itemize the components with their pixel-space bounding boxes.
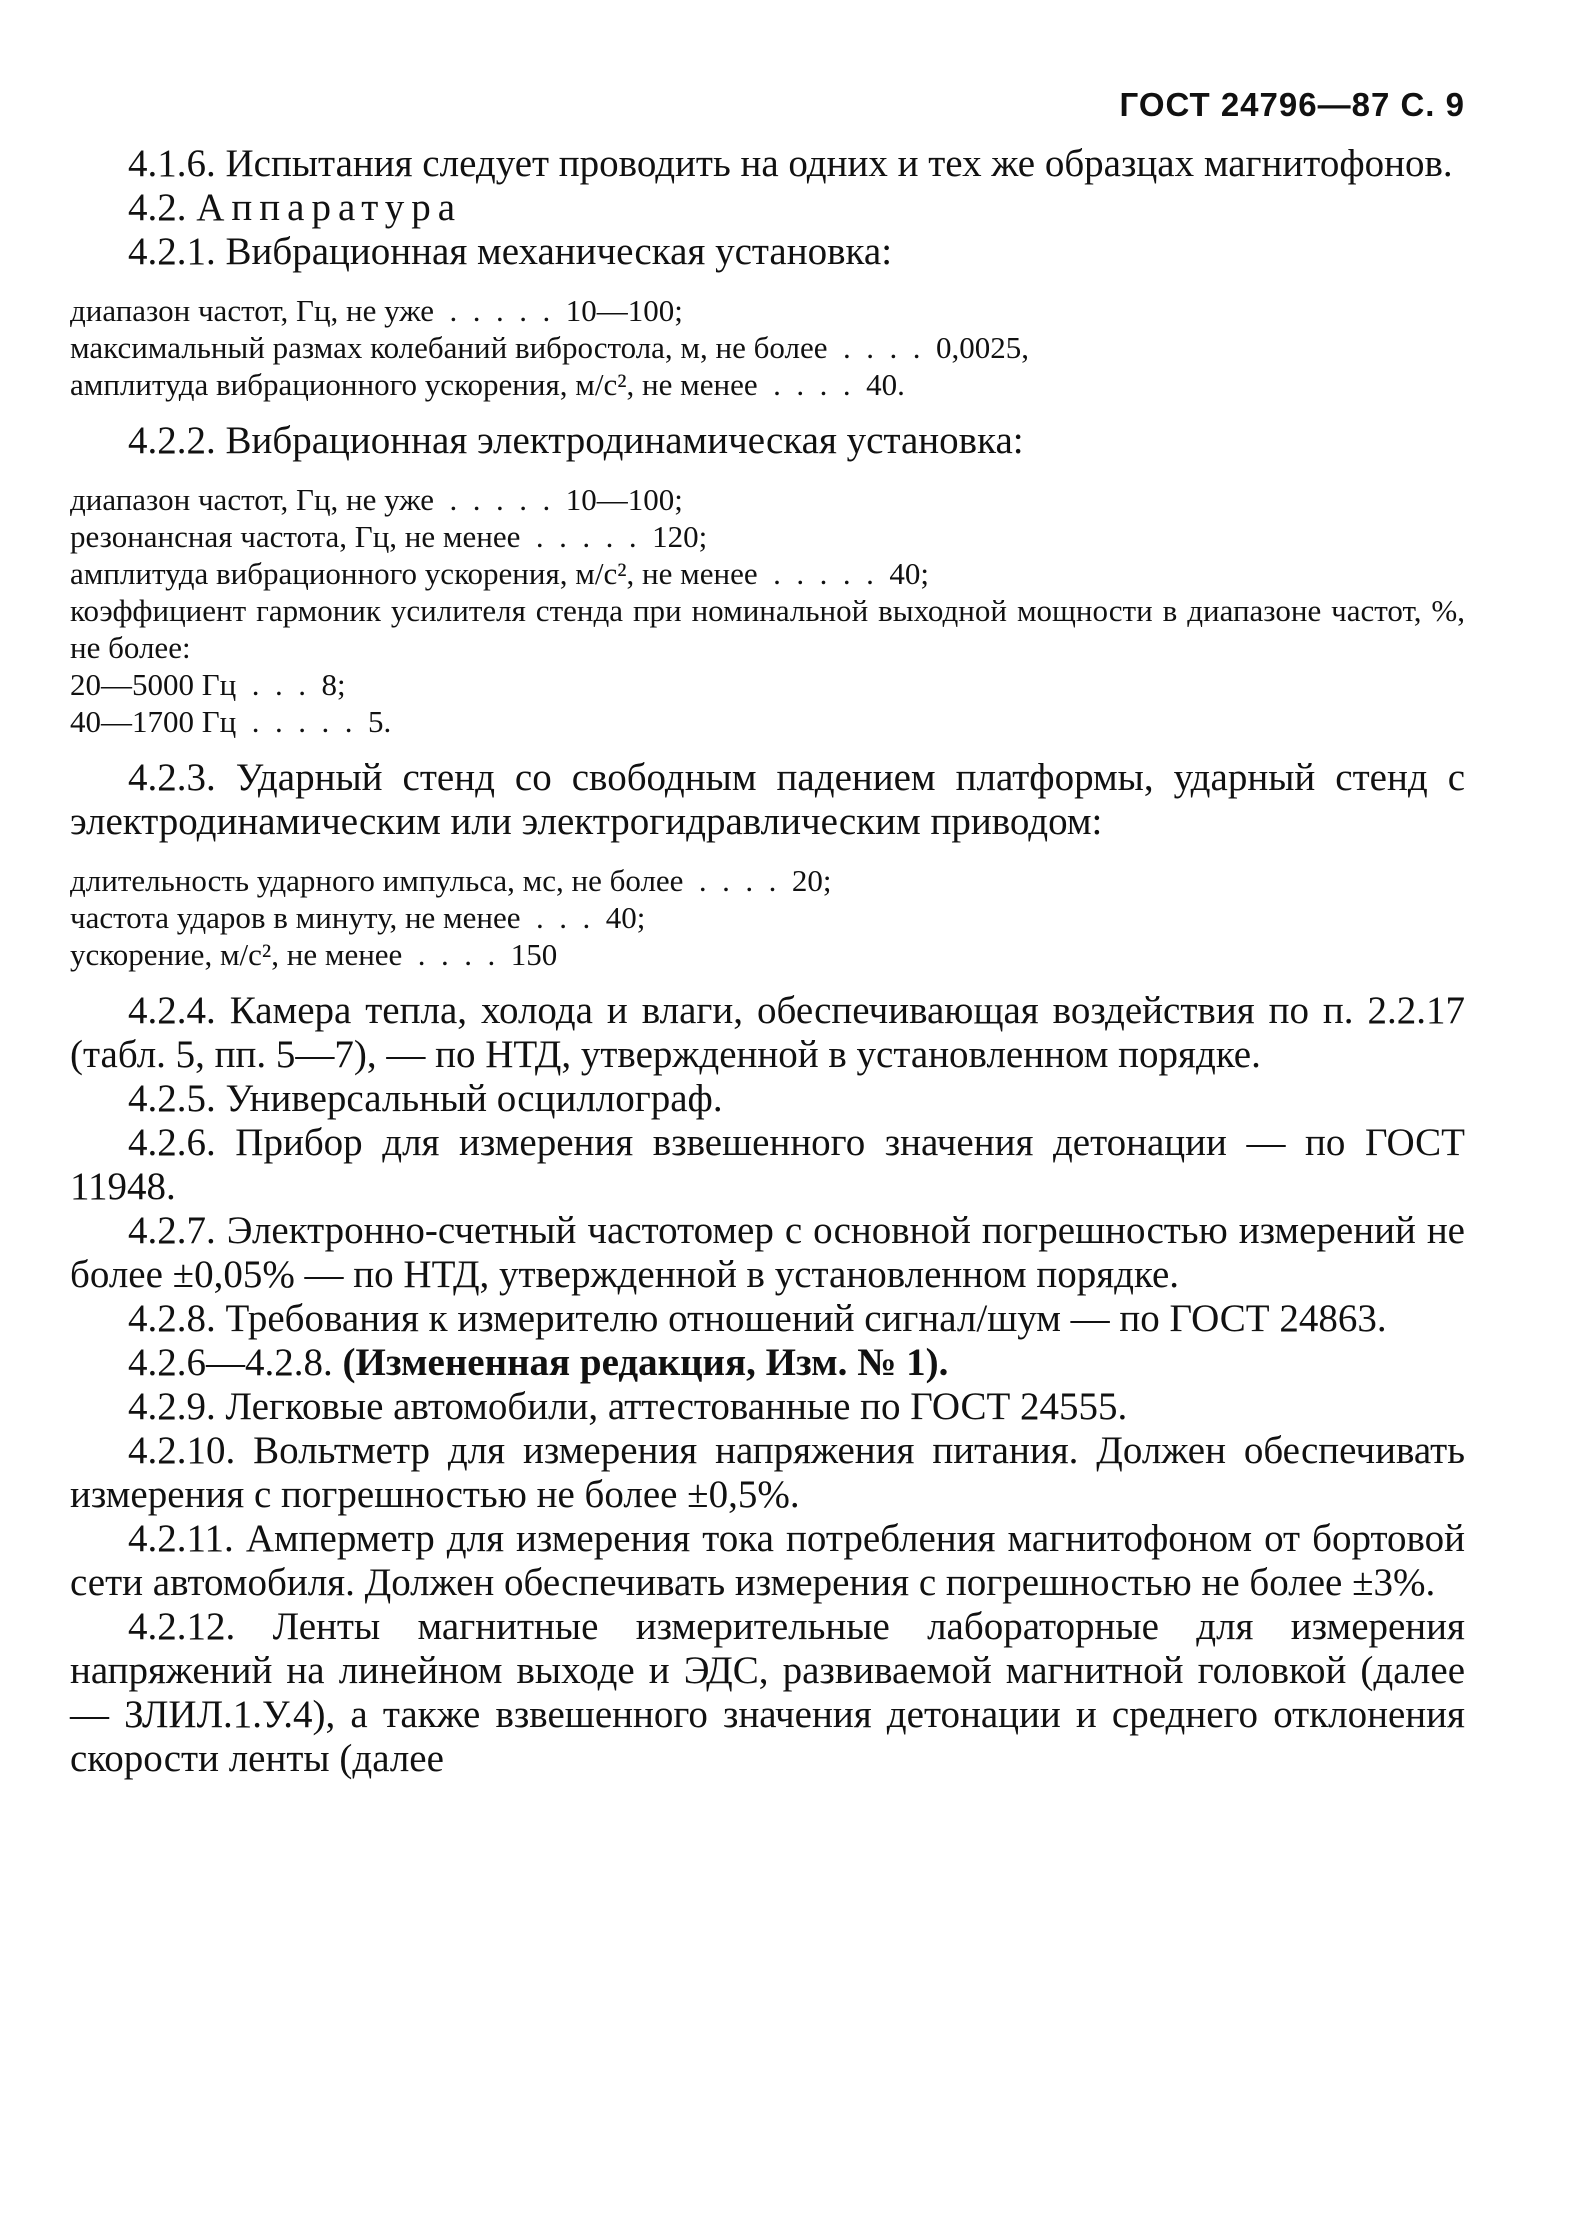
- amendment-range: 4.2.6—4.2.8.: [128, 1341, 333, 1384]
- spec-list-electrodynamic: [70, 481, 1465, 740]
- list-item: амплитуда вибрационного ускорения, м/с², не менее . . . . . 40;: [70, 556, 929, 591]
- document-page: [70, 80, 1465, 1781]
- list-item: частота ударов в минуту, не менее . . . 40;: [70, 900, 646, 935]
- section-number: 4.2.: [128, 186, 187, 229]
- list-item: ускорение, м/с², не менее . . . . 150: [70, 937, 558, 972]
- paragraph-4-2-4: 4.2.4. Камера тепла, холода и влаги, обеспечивающая воздействия по п. 2.2.17 (табл. 5, пп. 5—7), — по НТД, утвержденной в установленном порядке.: [70, 989, 1465, 1076]
- paragraph-4-2-5: 4.2.5. Универсальный осциллограф.: [128, 1077, 723, 1120]
- section-heading-4-2: [70, 186, 1465, 230]
- paragraph-4-2-3: 4.2.3. Ударный стенд со свободным падением платформы, ударный стенд с электродинамическим или электрогидравлическим приводом:: [70, 756, 1465, 843]
- list-item: амплитуда вибрационного ускорения, м/с², не менее . . . . 40.: [70, 367, 905, 402]
- spec-list-shock: [70, 862, 1465, 973]
- list-item: диапазон частот, Гц, не уже . . . . . 10—100;: [70, 293, 683, 328]
- paragraph-4-2-8: 4.2.8. Требования к измерителю отношений сигнал/шум — по ГОСТ 24863.: [128, 1297, 1387, 1340]
- amendment-text: (Измененная редакция, Изм. № 1).: [342, 1341, 949, 1384]
- list-item: 20—5000 Гц . . . 8;: [70, 667, 346, 702]
- paragraph-4-2-12: 4.2.12. Ленты магнитные измерительные лабораторные для измерения напряжений на линейном выходе и ЭДС, развиваемой магнитной головкой (далее — ЗЛИЛ.1.У.4), а также взвешенного значения детонации и среднего отклонения скорости ленты (далее: [70, 1605, 1465, 1780]
- list-item: 40—1700 Гц . . . . . 5.: [70, 704, 392, 739]
- paragraph-4-2-10: 4.2.10. Вольтметр для измерения напряжения питания. Должен обеспечивать измерения с погрешностью не более ±0,5%.: [70, 1429, 1465, 1516]
- list-item: резонансная частота, Гц, не менее . . . . . 120;: [70, 519, 708, 554]
- paragraph-4-2-1: 4.2.1. Вибрационная механическая установка:: [128, 230, 893, 273]
- paragraph-4-2-2: 4.2.2. Вибрационная электродинамическая установка:: [128, 419, 1024, 462]
- paragraph-4-1-6: 4.1.6. Испытания следует проводить на одних и тех же образцах магнитофонов.: [128, 142, 1453, 185]
- paragraph-4-2-6: 4.2.6. Прибор для измерения взвешенного значения детонации — по ГОСТ 11948.: [70, 1121, 1465, 1208]
- paragraph-4-2-11: 4.2.11. Амперметр для измерения тока потребления магнитофоном от бортовой сети автомобиля. Должен обеспечивать измерения с погрешностью не более ±3%.: [70, 1517, 1465, 1604]
- list-item: коэффициент гармоник усилителя стенда при номинальной выходной мощности в диапазоне частот, %, не более:: [70, 593, 1465, 665]
- list-item: длительность ударного импульса, мс, не более . . . . 20;: [70, 863, 832, 898]
- page-header: ГОСТ 24796—87 С. 9: [1119, 86, 1465, 123]
- list-item: максимальный размах колебаний вибростола, м, не более . . . . 0,0025,: [70, 330, 1030, 365]
- paragraph-4-2-7: 4.2.7. Электронно-счетный частотомер с основной погрешностью измерений не более ±0,05% — по НТД, утвержденной в установленном порядке.: [70, 1209, 1465, 1296]
- section-title: Аппаратура: [196, 186, 463, 229]
- paragraph-4-2-9: 4.2.9. Легковые автомобили, аттестованные по ГОСТ 24555.: [128, 1385, 1128, 1428]
- list-item: диапазон частот, Гц, не уже . . . . . 10—100;: [70, 482, 683, 517]
- spec-list-mechanical: [70, 292, 1465, 403]
- amendment-note: [70, 1341, 1465, 1385]
